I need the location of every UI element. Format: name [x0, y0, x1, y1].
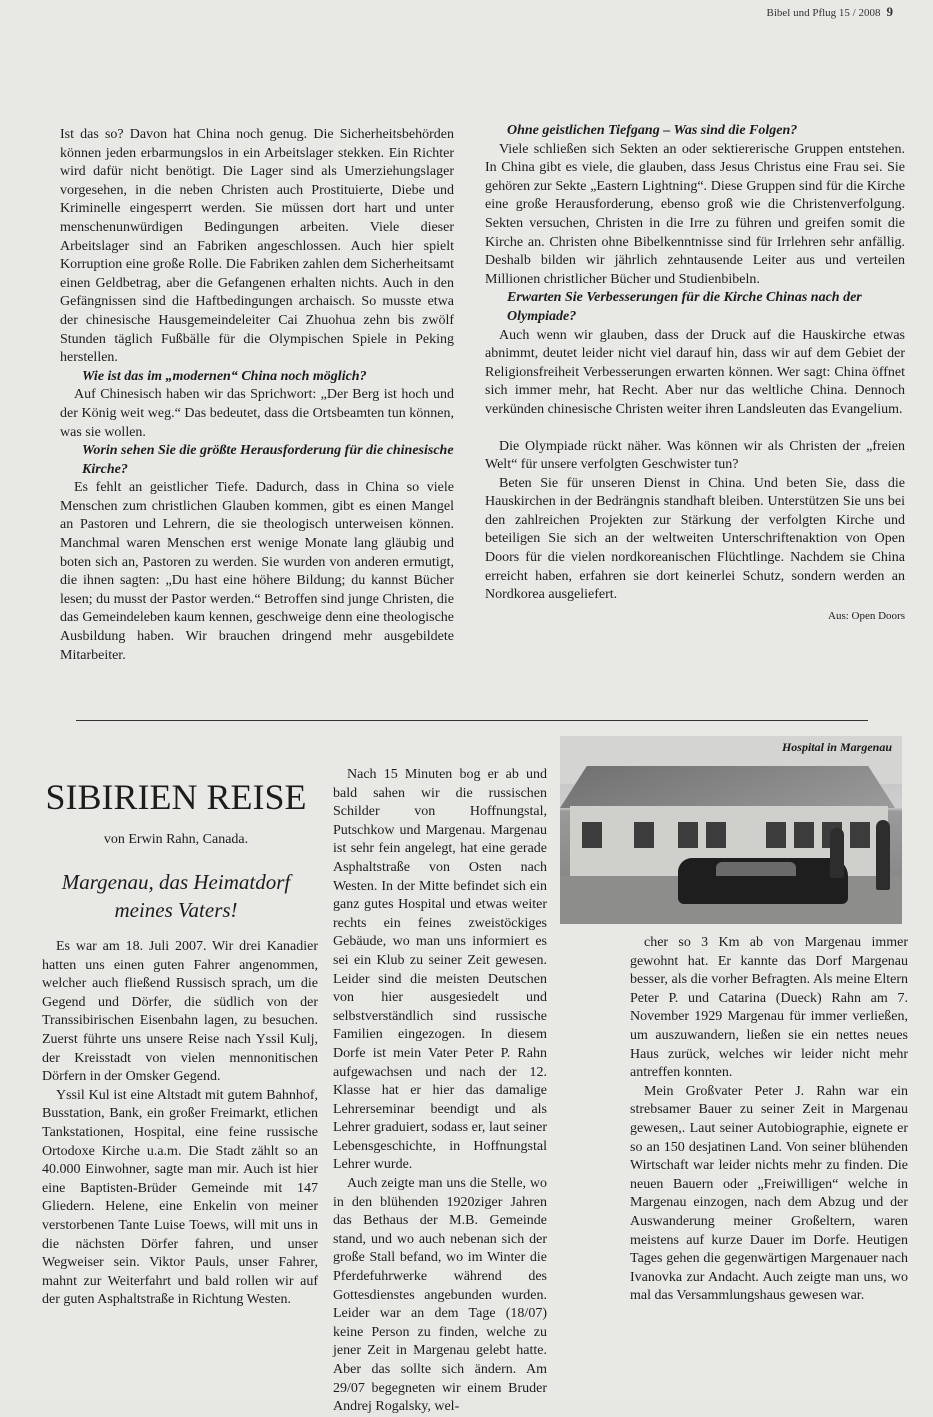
- paragraph: Es fehlt an geistlicher Tiefe. Dadurch, dass in China so viele Menschen zum christlichen Glauben kommen, gibt es einen Mangel an Pastoren und Lehrern, die sie theologisch unterweisen können. Manchmal waren Menschen erst wenige Monate lang gläubig und boten sich an, Pastoren zu werden. Sie wurden von anderen ermutigt, die ihnen sagten: „Du hast eine höhere Bildung; du kannst Bücher lesen; du musst der Pastor werden.“ Betroffen sind junge Christen, die das Gemeindeleben kaum kennen, geschweige denn eine theologische Ausbildung haben. Wir brauchen dringend mehr ausgebildete Mitarbeiter.: [60, 480, 454, 663]
- paragraph: Ist das so? Davon hat China noch genug. Die Sicherheitsbehörden können jeden erbarmungslos in ein Arbeitslager stekken. Ein Richter wird dafür nicht benötigt. Die Lager sind als Umerziehungslager vorgesehen, in die neben Christen auch Prostituierte, Diebe und Kriminelle eingesperrt werden. Sie müssen dort hart und unter menschenunwürdigen Bedingungen arbeiten. Viele dieser Arbeitslager sind an Fabriken angeschlossen. Auch hier spielt Korruption eine große Rolle. Die Fabriken zahlen dem Sicherheitsamt einen Geldbetrag, aber die Gefangenen erhalten nichts. Auch in den Gefängnissen sind die Haftbedingungen archaisch. So musste etwa der chinesische Hausgemeindeleiter Cai Zhuohua zehn bis zwölf Stunden täglich Fußbälle für die Olympischen Spiele in Peking herstellen.: [60, 127, 454, 366]
- paragraph: Auf Chinesisch haben wir das Sprichwort: „Der Berg ist hoch und der König weit weg.“ Das bedeutet, dass die Ortsbeamten tun können, was sie wollen.: [60, 387, 454, 440]
- photo-car: [678, 858, 848, 904]
- photo-window: [678, 822, 698, 848]
- photo-window: [794, 822, 814, 848]
- photo-window: [706, 822, 726, 848]
- article-subtitle: Margenau, das Heimatdorf meines Vaters!: [61, 870, 291, 922]
- photo-window: [850, 822, 870, 848]
- interview-column-right: [485, 122, 905, 625]
- paragraph: Auch zeigte man uns die Stelle, wo in den blühenden 1920ziger Jahren das Bethaus der M.B. Gemeinde stand, und wo auch nebenan sich der große Stall befand, wo im Winter die Pferdefuhrwerke während des Gottesdienstes angebunden wurden. Leider war an dem Tage (18/07) keine Person zu finden, welche zu jener Zeit in Margenau gelebt hatte. Aber das sollte sich ändern. Am 29/07 begegneten wir einem Bruder Andrej Rogalsky, wel-: [333, 1176, 547, 1415]
- hospital-photo: [560, 736, 902, 924]
- paragraph: Yssil Kul ist eine Altstadt mit gutem Bahnhof, Busstation, Bank, ein großer Freimarkt, etlichen Tankstationen, Hospital, eine feine russische Ortodoxe Kirche u.a.m. Die Stadt zählt so an 40.000 Einwohner, sagte man mir. Auch ist hier eine Baptisten-Brüder Gemeinde mit 147 Gliedern. Helene, eine Enkelin von meiner verstorbenen Tante Luise Toews, will mit uns in die nächsten Dörfer fahren, und unser Wegweiser sein. Viktor Pauls, unser Fahrer, mahnt zur Weiterfahrt und bald rollen wir auf der guten Asphaltstraße in Richtung Westen.: [42, 1087, 318, 1308]
- source-note: Aus: Open Doors: [828, 609, 905, 622]
- photo-window: [634, 822, 654, 848]
- paragraph: Die Olympiade rückt näher. Was können wir als Christen der „freien Welt“ für unsere verfolgten Geschwister tun?: [485, 438, 905, 473]
- paragraph: Beten Sie für unseren Dienst in China. Und beten Sie, dass die Hauskirchen in der Bedrängnis standhaft bleiben. Unterstützen Sie uns bei den zahlreichen Projekten zur Stärkung der verfolgten Kirche und beteiligen Sie sich an der weltweiten Unterschriftenaktion von Open Doors für die vielen nordkoreanischen Flüchtlinge. Nachdem sie China erreicht haben, erfahren sie dort keinerlei Schutz, sondern werden an Nordkorea ausgeliefert.: [485, 475, 905, 603]
- paragraph: Viele schließen sich Sekten an oder sektiererische Gruppen entstehen. In China gibt es viele, die glauben, dass Jesus Christus eine Frau sei. Sie gehören zur Sekte „Eastern Lightning“. Diese Gruppen sind für die Kirche eine große Herausforderung, ebenso groß wie die Christenverfolgung. Sekten versuchen, Christen in die Irre zu führen und greifen somit die Kirche an. Christen ohne Bibelkenntnisse sind für Irrlehren sehr anfällig. Deshalb bilden wir jährlich zehntausende Leiter aus und verteilen Millionen christlicher Bücher und Studienbibeln.: [485, 141, 905, 287]
- interview-column-left: [60, 126, 454, 665]
- paragraph: Nach 15 Minuten bog er ab und bald sahen wir die russischen Schilder von Hoffnungstal, Putschkow und Margenau. Margenau ist sehr fein angelegt, hat eine gerade Asphaltstraße von Osten nach Westen. In der Mitte befindet sich ein ganz gutes Hospital und etwas weiter rechts ein feines zweistöckiges Gebäude, wo man uns informiert es sei ein Klub zu seiner Zeit gewesen. Leider sind die meisten Deutschen von hier ausgesiedelt und selbstverständlich sind russische Familien eingezogen. In diesem Dorfe ist mein Vater Peter P. Rahn aufgewachsen und nach der 12. Klasse hat er hier das damalige Lehrerseminar beendigt und als Lehrer graduiert, sodass er, laut seiner Lebensgeschichte, in Hoffnungstal Lehrer wurde.: [333, 767, 547, 1173]
- photo-caption: Hospital in Margenau: [781, 740, 892, 754]
- interview-question: Ohne geistlichen Tiefgang – Was sind die Folgen?: [507, 123, 798, 138]
- article-author: von Erwin Rahn, Canada.: [103, 832, 249, 847]
- photo-person: [830, 828, 844, 878]
- article-column-1: [42, 938, 318, 1310]
- interview-question: Worin sehen Sie die größte Herausforderung für die chinesische Kirche?: [82, 443, 454, 477]
- photo-window: [766, 822, 786, 848]
- article-column-3: [630, 934, 908, 1306]
- photo-car-window: [716, 862, 796, 876]
- paragraph: Mein Großvater Peter J. Rahn war ein strebsamer Bauer zu seiner Zeit in Margenau gewesen,. Laut seiner Autobiographie, eignete er so an 150 desjatinen Land. Von seiner blühenden Wirtschaft war leider nichts mehr zu finden. Die neuen Bauern oder „Freiwilligen“ welche in Margenau einzogen, nach dem Abzug und der Auswanderung meiner Großeltern, waren meistens auf kurze Dauer im Dorfe. Heutigen Tages gehen die gegenwärtigen Margenauer nach Ivanovka zur Andacht. Auch zeigte man uns, wo mal das Versammlungshaus gewesen war.: [630, 1083, 908, 1304]
- article-column-2: [333, 766, 547, 1417]
- paragraph: Es war am 18. Juli 2007. Wir drei Kanadier hatten uns einen guten Fahrer angenommen, welcher auch fließend Russisch sprach, um die Gegend und Dörfer, die südlich von der Transsibirischen Eisenbahn lagen, zu besuchen. Zuerst führte uns unsere Reise nach Yssil Kulj, der Kreisstadt von vielen mennonitischen Dörfern in der Omsker Gegend.: [42, 939, 318, 1085]
- paragraph: cher so 3 Km ab von Margenau immer gewohnt hat. Er kannte das Dorf Margenau besser, als die vorher Befragten. Als meine Eltern Peter P. und Catarina (Dueck) Rahn am 7. November 1929 Margenau für immer verließen, um auszuwandern, ließen sie ein nettes neues Haus zurück, welches wir leider nicht mehr antreffen konnten.: [630, 935, 908, 1081]
- interview-question: Wie ist das im „modernen“ China noch möglich?: [82, 368, 367, 384]
- page-number: 9: [886, 4, 893, 19]
- article-title: SIBIRIEN REISE: [45, 777, 307, 817]
- paragraph-gap: [485, 420, 905, 438]
- paragraph: Auch wenn wir glauben, dass der Druck auf die Hauskirche etwas abnimmt, deutet leider nicht viel darauf hin, dass wir auf dem Gebiet der Religionsfreiheit Verbesserungen erwarten können. Wer sagt: China öffnet sich immer mehr, hat Recht. Aber nur das weltliche China. Dennoch verkünden chinesische Christen weiter ihren Landsleuten das Evangelium.: [485, 327, 905, 417]
- section-divider: [76, 720, 868, 721]
- journal-name: Bibel und Pflug 15 / 2008: [766, 7, 881, 19]
- photo-person: [876, 820, 890, 890]
- interview-question: Erwarten Sie Verbesserungen für die Kirche Chinas nach der Olympiade?: [507, 290, 862, 324]
- photo-window: [582, 822, 602, 848]
- running-header: [767, 4, 893, 20]
- photo-roof: [560, 766, 895, 808]
